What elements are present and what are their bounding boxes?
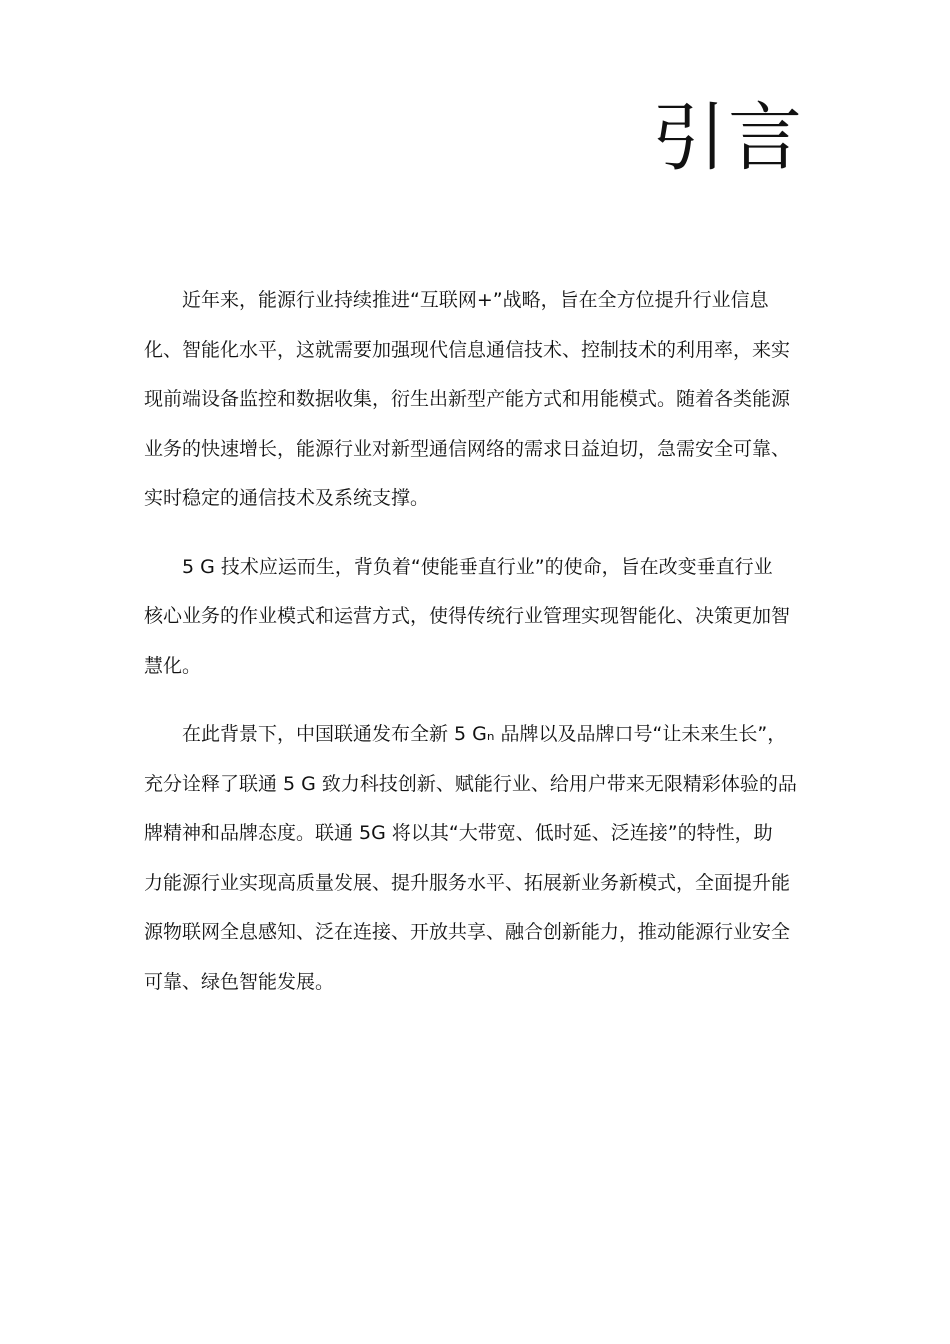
body-text xyxy=(144,276,804,1026)
text-line: 慧化。 xyxy=(144,654,202,677)
paragraph-unicom-brand xyxy=(144,710,804,1007)
page-title: 引言 xyxy=(652,95,804,181)
text-line: 现前端设备监控和数据收集，衍生出新型产能方式和用能模式。随着各类能源 xyxy=(144,388,791,410)
text-line: 可靠、绿色智能发展。 xyxy=(144,970,335,993)
text-line: 牌精神和品牌态度。联通 5G 将以其“大带宽、低时延、泛连接”的特性，助 xyxy=(144,822,773,844)
text-line: 5 G 技术应运而生，背负着“使能垂直行业”的使命，旨在改变垂直行业 xyxy=(182,555,773,578)
text-line: 力能源行业实现高质量发展、提升服务水平、拓展新业务新模式，全面提升能 xyxy=(144,871,791,894)
text-line: 化、智能化水平，这就需要加强现代信息通信技术、控制技术的利用率，来实 xyxy=(144,338,791,361)
text-line: 充分诠释了联通 5 G 致力科技创新、赋能行业、给用户带来无限精彩体验的品 xyxy=(144,772,797,795)
paragraph-5g-tech xyxy=(144,543,804,692)
text-line: 业务的快速增长，能源行业对新型通信网络的需求日益迫切，急需安全可靠、 xyxy=(144,437,791,460)
text-line: 实时稳定的通信技术及系统支撑。 xyxy=(144,487,430,509)
paragraph-intro xyxy=(144,276,804,524)
text-line: 核心业务的作业模式和运营方式，使得传统行业管理实现智能化、决策更加智 xyxy=(144,605,791,627)
text-line: 源物联网全息感知、泛在连接、开放共享、融合创新能力，推动能源行业安全 xyxy=(144,921,791,943)
text-line: 在此背景下，中国联通发布全新 5 Gₙ 品牌以及品牌口号“让未来生长”， xyxy=(182,723,787,745)
text-line: 近年来，能源行业持续推进“互联网+”战略，旨在全方位提升行业信息 xyxy=(182,289,769,311)
